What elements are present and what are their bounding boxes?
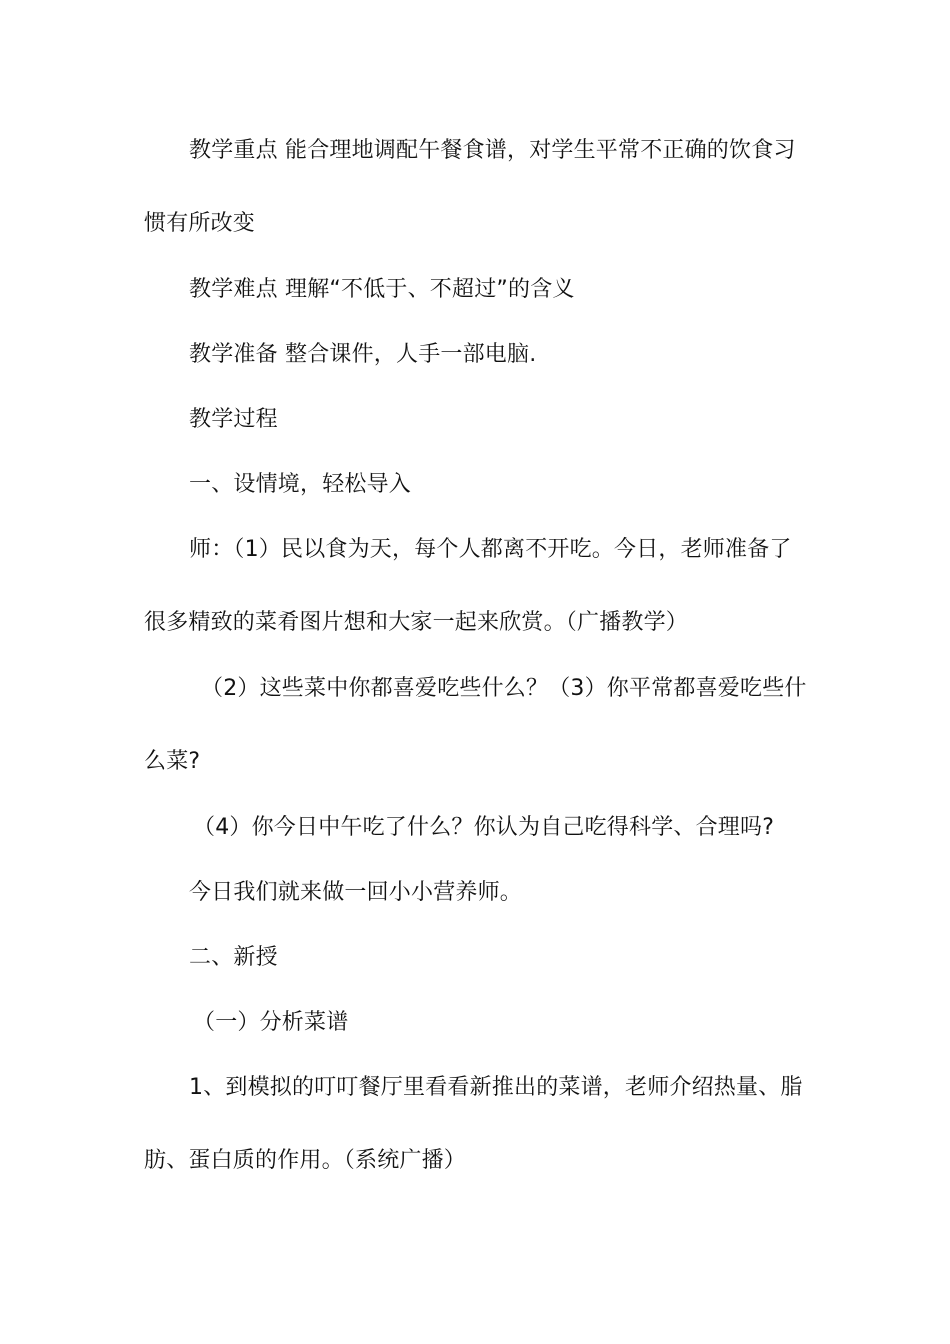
text-line-teacher-1-cont: 很多精致的菜肴图片想和大家一起来欣赏。（广播教学）: [144, 610, 689, 635]
text-line-question-3-cont: 么菜?: [144, 749, 201, 774]
text-line-teaching-focus: 教学重点 能合理地调配午餐食谱，对学生平常不正确的饮食习: [189, 138, 796, 163]
text-line-question-4: （4）你今日中午吃了什么？你认为自己吃得科学、合理吗?: [193, 815, 775, 840]
text-line-teaching-prep: 教学准备 整合课件，人手一部电脑.: [189, 342, 537, 367]
text-line-teacher-1: 师：（1）民以食为天，每个人都离不开吃。今日，老师准备了: [189, 537, 792, 562]
text-line-item-1-cont: 肪、蛋白质的作用。（系统广播）: [144, 1148, 467, 1173]
section-heading-2: 二、新授: [189, 945, 278, 970]
text-line-teaching-difficulty: 教学难点 理解“不低于、不超过”的含义: [189, 277, 575, 302]
text-line-item-1: 1、到模拟的叮叮餐厅里看看新推出的菜谱，老师介绍热量、脂: [189, 1075, 803, 1100]
section-heading-1: 一、设情境，轻松导入: [189, 472, 412, 497]
text-line-nutritionist: 今日我们就来做一回小小营养师。: [189, 880, 523, 905]
text-line-teaching-process: 教学过程: [189, 407, 278, 432]
text-line-question-2-3: （2）这些菜中你都喜爱吃些什么？（3）你平常都喜爱吃些什: [201, 676, 807, 701]
text-line-teaching-focus-cont: 惯有所改变: [144, 211, 256, 236]
subsection-heading-1: （一）分析菜谱: [193, 1010, 349, 1035]
